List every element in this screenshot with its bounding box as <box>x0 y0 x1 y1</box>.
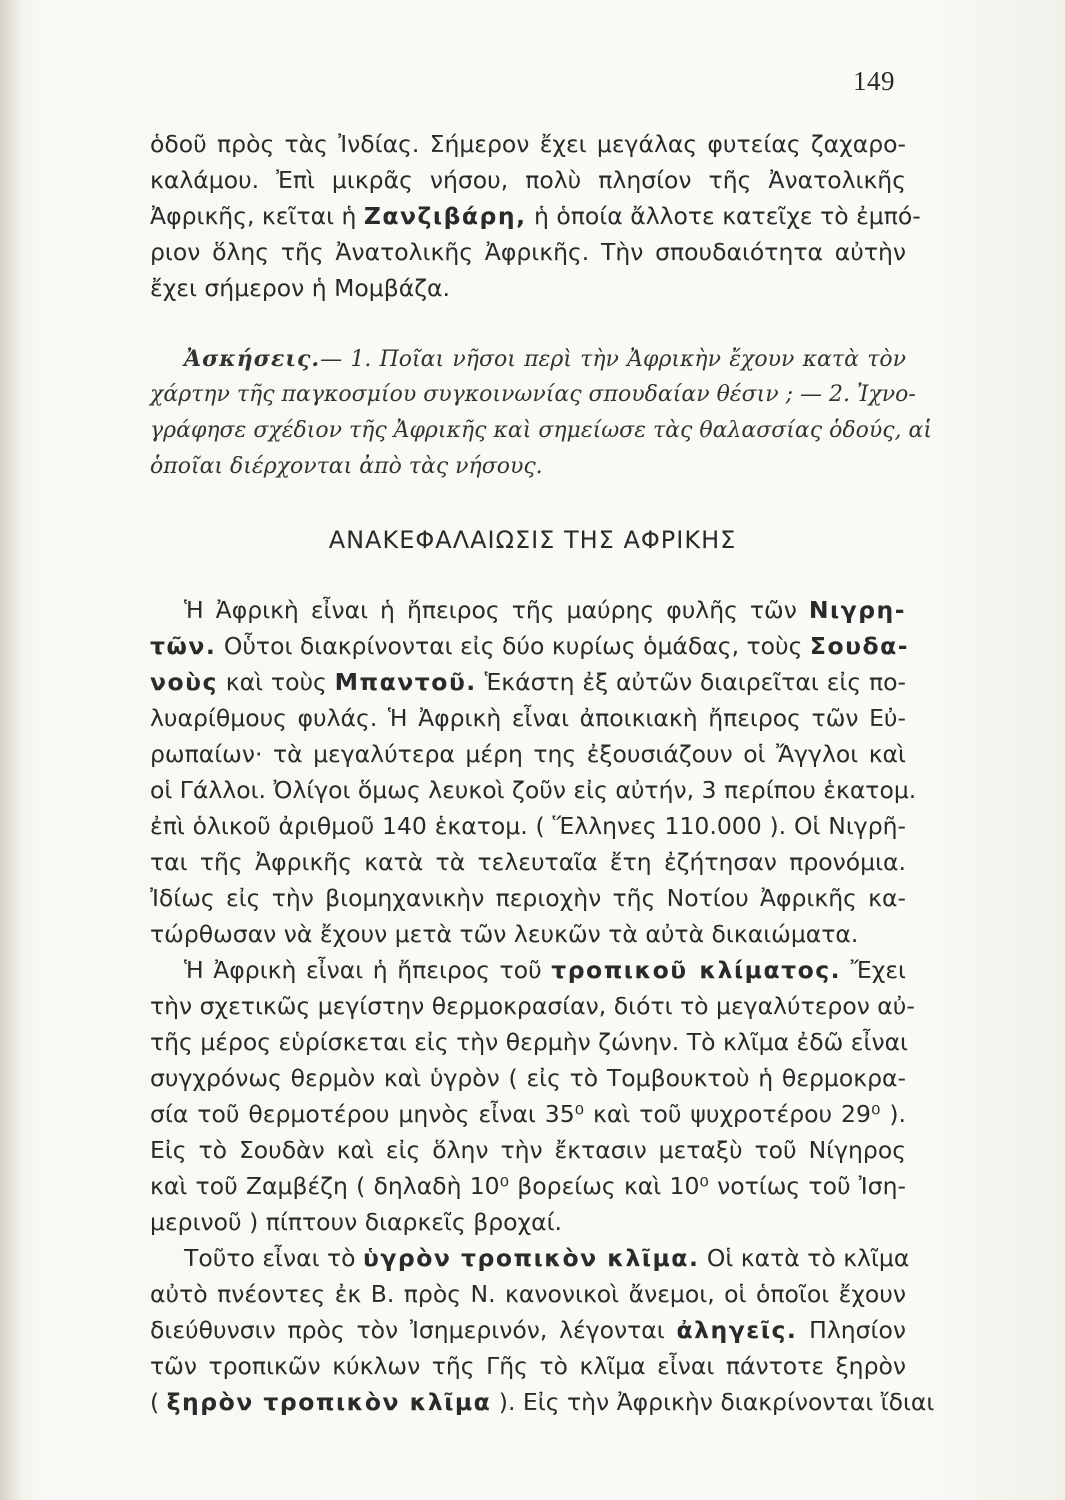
text-line: σία τοῦ θερμοτέρου μηνὸς εἶναι 35⁰ καὶ τοῦ ψυχροτέρου 29⁰ ). <box>150 1100 906 1128</box>
text-line: Ἡ Ἀφρικὴ εἶναι ἡ ἤπειρος τοῦ τροπικοῦ κλίματος. Ἔχει <box>184 956 906 984</box>
text-line: Ἰδίως εἰς τὴν βιομηχανικὴν περιοχὴν τῆς Νοτίου Ἀφρικῆς κα- <box>150 884 906 912</box>
exercise-line: ὁποῖαι διέρχονται ἀπὸ τὰς νήσους. <box>150 454 543 479</box>
text-line: μερινοῦ ) πίπτουν διαρκεῖς βροχαί. <box>150 1208 562 1236</box>
text-line: αὐτὸ πνέοντες ἐκ Β. πρὸς Ν. κανονικοὶ ἄνεμοι, οἱ ὁποῖοι ἔχουν <box>150 1280 906 1308</box>
text-line: ριον ὅλης τῆς Ἀνατολικῆς Ἀφρικῆς. Τὴν σπουδαιότητα αὐτὴν <box>150 238 906 266</box>
bold-term: τροπικοῦ κλίματος. <box>551 956 842 984</box>
bold-term: ἀληγεῖς. <box>676 1316 798 1344</box>
text-line: Ἀφρικῆς, κεῖται ἡ Ζανζιβάρη, ἡ ὁποία ἄλλοτε κατεῖχε τὸ ἐμπό- <box>150 202 921 230</box>
text-line: τώρθωσαν νὰ ἔχουν μετὰ τῶν λευκῶν τὰ αὐτὰ δικαιώματα. <box>150 920 859 948</box>
bold-term: Σουδα- <box>809 632 910 660</box>
exercise-line: γράφησε σχέδιον τῆς Ἀφρικῆς καὶ σημείωσε τὰς θαλασσίας ὁδούς, αἱ <box>150 418 932 443</box>
bold-term: νοὺς <box>150 668 218 696</box>
exercise-line: χάρτην τῆς παγκοσμίου συγκοινωνίας σπουδαίαν θέσιν ; — 2. Ἰχνο- <box>150 382 916 407</box>
text-line: Τοῦτο εἶναι τὸ ὑγρὸν τροπικὸν κλῖμα. Οἱ κατὰ τὸ κλῖμα <box>184 1244 910 1272</box>
text-line: νοὺς καὶ τοὺς Μπαντοῦ. Ἑκάστη ἐξ αὐτῶν διαιρεῖται εἰς πο- <box>150 668 906 696</box>
text-line: οἱ Γάλλοι. Ὀλίγοι ὅμως λευκοὶ ζοῦν εἰς αὐτήν, 3 περίπου ἑκατομ. <box>150 776 917 804</box>
text-line: ται τῆς Ἀφρικῆς κατὰ τὰ τελευταῖα ἔτη ἐζήτησαν προνόμια. <box>150 848 906 876</box>
text-line: καλάμου. Ἐπὶ μικρᾶς νήσου, πολὺ πλησίον τῆς Ἀνατολικῆς <box>150 166 906 194</box>
bold-term: ὑγρὸν τροπικὸν κλῖμα. <box>363 1244 700 1272</box>
exercises-label: Ἀσκήσεις. <box>184 346 321 372</box>
text-line: Εἰς τὸ Σουδὰν καὶ εἰς ὅλην τὴν ἔκτασιν μεταξὺ τοῦ Νίγηρος <box>150 1136 906 1164</box>
text-line: τὴν σχετικῶς μεγίστην θερμοκρασίαν, διότι τὸ μεγαλύτερον αὐ- <box>150 992 915 1020</box>
page-number: 149 <box>853 66 895 96</box>
text-line: ἐπὶ ὁλικοῦ ἀριθμοῦ 140 ἑκατομ. ( Ἕλληνες 110.000 ). Οἱ Νιγρῆ- <box>150 812 906 840</box>
text-line: ἔχει σήμερον ἡ Μομβάζα. <box>150 274 450 302</box>
bold-term: Μπαντοῦ. <box>334 668 477 696</box>
text-line: ρωπαίων· τὰ μεγαλύτερα μέρη της ἐξουσιάζουν οἱ Ἄγγλοι καὶ <box>150 740 906 768</box>
text-line: ( ξηρὸν τροπικὸν κλῖμα ). Εἰς τὴν Ἀφρικὴν διακρίνονται ἴδιαι <box>150 1388 935 1416</box>
page-gutter-shadow <box>0 0 22 1500</box>
bold-term: Νιγρη- <box>808 596 906 624</box>
text-line: καὶ τοῦ Ζαμβέζη ( δηλαδὴ 10⁰ βορείως καὶ 10⁰ νοτίως τοῦ Ἰση- <box>150 1172 906 1200</box>
text-line: συγχρόνως θερμὸν καὶ ὑγρὸν ( εἰς τὸ Τομβουκτοὺ ἡ θερμοκρα- <box>150 1064 906 1092</box>
text-line: τῆς μέρος εὑρίσκεται εἰς τὴν θερμὴν ζώνην. Τὸ κλῖμα ἐδῶ εἶναι <box>150 1028 909 1056</box>
section-heading: ΑΝΑΚΕΦΑΛΑΙΩΣΙΣ ΤΗΣ ΑΦΡΙΚΗΣ <box>328 526 737 554</box>
text-line: λυαρίθμους φυλάς. Ἡ Ἀφρικὴ εἶναι ἀποικιακὴ ἤπειρος τῶν Εὐ- <box>150 704 906 732</box>
text-line: διεύθυνσιν πρὸς τὸν Ἰσημερινόν, λέγονται ἀληγεῖς. Πλησίον <box>150 1316 906 1344</box>
text-line: Ἡ Ἀφρικὴ εἶναι ἡ ἤπειρος τῆς μαύρης φυλῆς τῶν Νιγρη- <box>184 596 906 624</box>
bold-term: Ζανζιβάρη, <box>363 202 527 230</box>
bold-term: ξηρὸν τροπικὸν κλῖμα <box>166 1388 492 1416</box>
text-line: τῶν. Οὗτοι διακρίνονται εἰς δύο κυρίως ὁμάδας, τοὺς Σουδα- <box>150 632 910 660</box>
text-line: τῶν τροπικῶν κύκλων τῆς Γῆς τὸ κλῖμα εἶναι πάντοτε ξηρὸν <box>150 1352 906 1380</box>
text-line: ὁδοῦ πρὸς τὰς Ἰνδίας. Σήμερον ἔχει μεγάλας φυτείας ζαχαρο- <box>150 130 906 158</box>
exercise-line: Ἀσκήσεις.— 1. Ποῖαι νῆσοι περὶ τὴν Ἀφρικὴν ἔχουν κατὰ τὸν <box>184 346 906 372</box>
bold-term: τῶν. <box>150 632 217 660</box>
